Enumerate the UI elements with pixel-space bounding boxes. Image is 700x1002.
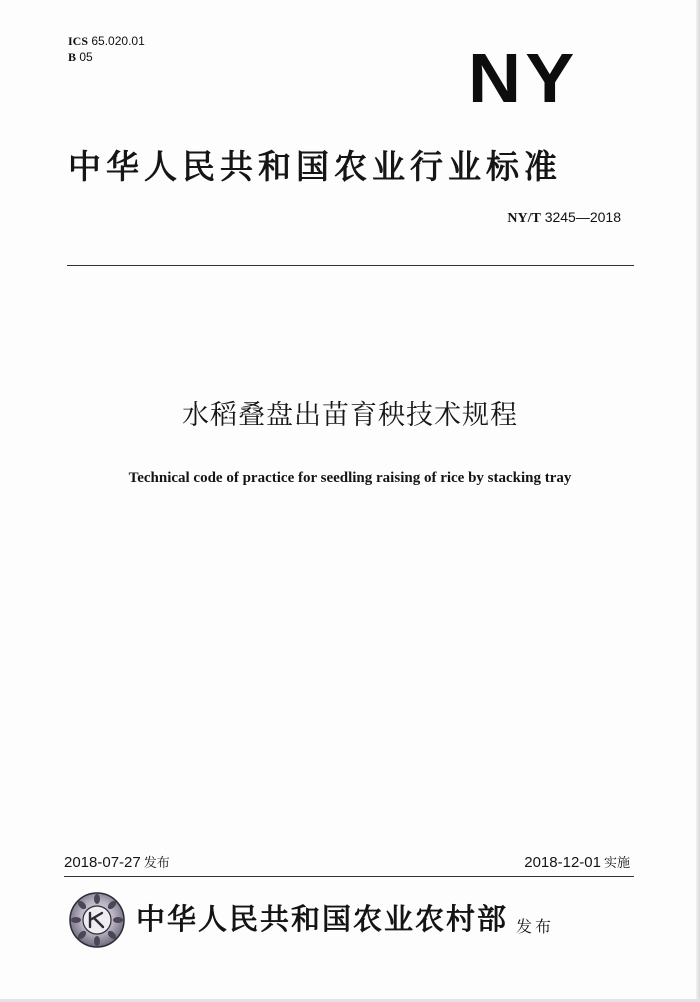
ccs-label: B bbox=[68, 50, 77, 64]
ccs-value: 05 bbox=[79, 50, 93, 64]
issuing-ministry: 中华人民共和国农业农村部 bbox=[136, 902, 509, 936]
chinese-title: 水稻叠盘出苗育秧技术规程 bbox=[182, 400, 518, 431]
standard-number bbox=[507, 208, 621, 228]
scan-edge-right bbox=[696, 0, 700, 1002]
ics-value: 65.020.01 bbox=[91, 34, 145, 48]
bottom-divider bbox=[64, 876, 634, 877]
issue-date-label: 发布 bbox=[143, 856, 170, 871]
standard-number-value: 3245—2018 bbox=[544, 209, 621, 225]
ministry-emblem-icon bbox=[68, 891, 126, 949]
ny-logo: NY bbox=[468, 39, 579, 117]
top-divider bbox=[67, 265, 634, 266]
standard-number-prefix: NY/T bbox=[507, 211, 541, 226]
english-title: Technical code of practice for seedling raising of rice by stacking tray bbox=[128, 470, 572, 486]
ics-code-line bbox=[68, 33, 145, 49]
ics-label: ICS bbox=[68, 34, 89, 48]
classification-codes bbox=[68, 33, 145, 65]
implementation-date-label: 实施 bbox=[603, 856, 630, 871]
issue-date-value: 2018-07-27 bbox=[64, 854, 141, 871]
issue-date bbox=[64, 853, 170, 874]
issuer-action-label: 发布 bbox=[516, 917, 555, 936]
ccs-code-line bbox=[68, 49, 145, 65]
implementation-date-value: 2018-12-01 bbox=[524, 854, 601, 871]
implementation-date bbox=[524, 853, 630, 874]
standard-classification-title: 中华人民共和国农业行业标准 bbox=[68, 147, 562, 186]
